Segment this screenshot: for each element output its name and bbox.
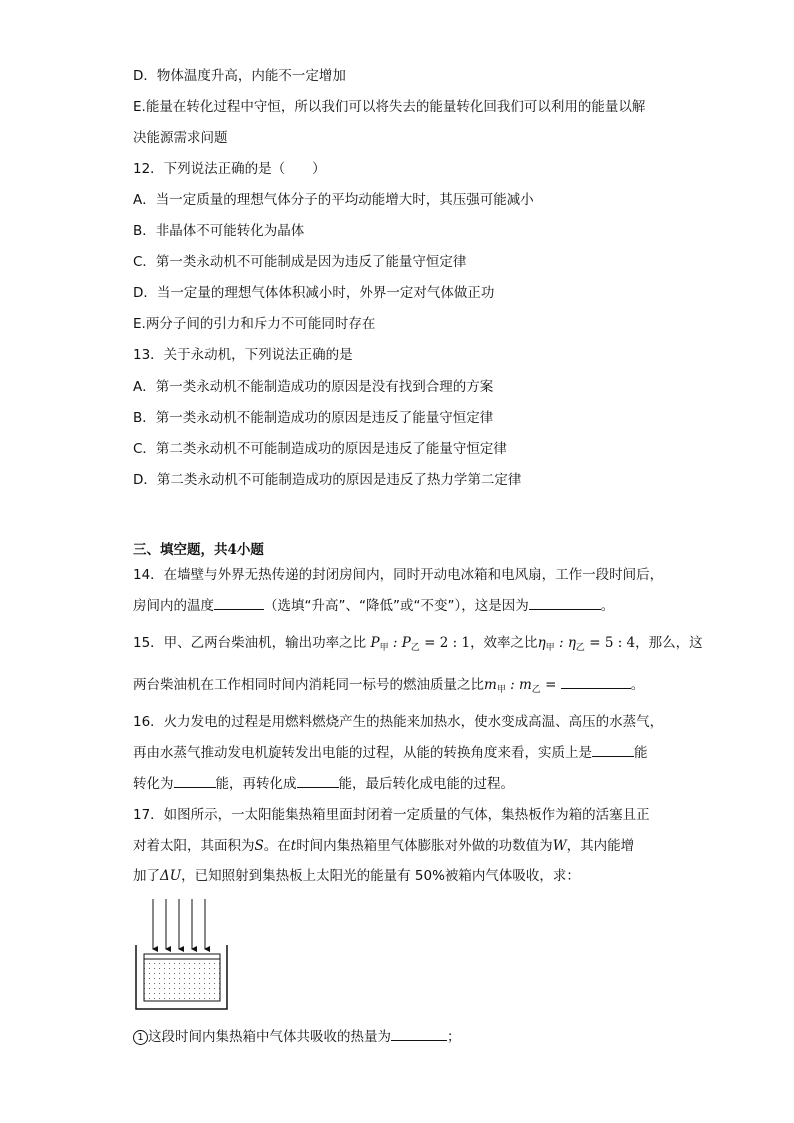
q16-text-c: 转化为 [133,776,174,792]
q13-option-a: A．第一类永动机不能制造成功的原因是没有找到合理的方案 [133,379,494,395]
q16-line3 [133,773,514,794]
q17-line3 [133,866,580,886]
q17-text-e: 加了 [133,868,160,884]
q13-option-c: C．第二类永动机不可能制造成功的原因是违反了能量守恒定律 [133,441,507,457]
collector-plate-piston [144,954,220,959]
q17-subquestion-1 [133,1026,461,1047]
q14-text-a: 房间内的温度 [133,598,214,614]
q12-option-c: C．第一类永动机不可能制成是因为违反了能量守恒定律 [133,254,467,270]
q17-text-c: 时间内集热箱里气体膨胀对外做的功数值为 [296,838,553,854]
q17-text-f: ，已知照射到集热板上太阳光的能量有 50%被箱内气体吸收，求： [181,868,580,884]
section-heading: 三、填空题，共4小题 [133,542,264,558]
q15-blank[interactable] [561,674,631,689]
q15-text-e: 。 [630,677,645,693]
q15-text-a: 15．甲、乙两台柴油机，输出功率之比 [133,635,367,651]
q17-text-a: 对着太阳，其面积为 [133,838,255,854]
q14-blank-1[interactable] [214,595,264,610]
circled-number-1: 1 [133,1030,148,1045]
q15-text-c: ，那么，这 [635,635,703,651]
q15-mass-ratio: $m_甲$ : $m_乙$ = [484,677,561,695]
q14-text-b: （选填“升高”、“降低”或“不变”），这是因为 [264,598,529,614]
q16-line2 [133,742,648,763]
q15-efficiency-ratio: $\eta_甲$ : $\eta_乙 = 5$ : 4 [537,635,636,653]
q13-option-d: D．第二类永动机不可能制造成功的原因是违反了热力学第二定律 [133,472,522,488]
q16-line1: 16．火力发电的过程是用燃料燃烧产生的热能来加热水，使水变成高温、高压的水蒸气， [133,714,664,730]
q12-option-d: D．当一定量的理想气体体积减小时，外界一定对气体做正功 [133,285,495,301]
q12-option-b: B．非晶体不可能转化为晶体 [133,223,305,239]
q17-time-symbol: t [290,838,297,854]
q16-text-a: 再由水蒸气推动发电机旋转发出电能的过程，从能的转换角度来看，实质上是 [133,745,592,761]
q14-text-c: 。 [600,598,615,614]
enclosed-gas [144,959,220,1001]
q12-option-a: A．当一定质量的理想气体分子的平均动能增大时，其压强可能减小 [133,192,534,208]
q17-line1: 17．如图所示，一太阳能集热箱里面封闭着一定质量的气体，集热板作为箱的活塞且正 [133,807,650,823]
q16-text-e: 能，最后转化成电能的过程。 [338,776,514,792]
q16-blank-3[interactable] [297,773,339,788]
q11-option-e-line1: E.能量在转化过程中守恒，所以我们可以将失去的能量转化回我们可以利用的能量以解 [133,99,646,115]
q12-option-e: E.两分子间的引力和斥力不可能同时存在 [133,316,376,332]
q17-text-d: ，其内能增 [566,838,635,854]
q17-internal-energy-symbol: ΔU [160,868,182,884]
q11-option-d: D．物体温度升高，内能不一定增加 [133,68,346,84]
q15-text-d: 两台柴油机在工作相同时间内消耗同一标号的燃油质量之比 [133,677,484,693]
q15-text-b: ，效率之比 [470,635,538,651]
q16-text-d: 能，再转化成 [215,776,297,792]
q17-text-b: 。在 [263,838,291,854]
q13-stem: 13．关于永动机，下列说法正确的是 [133,347,353,363]
q14-line1: 14．在墙壁与外界无热传递的封闭房间内，同时开动电冰箱和电风扇，工作一段时间后， [133,567,664,583]
q12-stem: 12．下列说法正确的是（ ） [133,161,326,177]
q16-text-b: 能 [634,745,648,761]
q17-line2 [133,836,634,856]
q13-option-b: B．第一类永动机不能制造成功的原因是违反了能量守恒定律 [133,410,494,426]
q14-line2 [133,595,614,616]
q17-sub1-end: ； [447,1029,461,1045]
q16-blank-2[interactable] [174,773,216,788]
q17-work-symbol: W [552,838,567,854]
q14-blank-2[interactable] [529,595,601,610]
q11-option-e-line2: 决能源需求问题 [133,130,228,146]
q15-line2 [133,674,644,700]
q15-power-ratio: $P_甲$ : $P_乙 = 2$ : 1 [370,635,471,653]
q17-blank-1[interactable] [391,1026,447,1041]
solar-collector-figure [133,897,233,1013]
sunlight-arrows [153,899,205,949]
q17-sub1-text: 这段时间内集热箱中气体共吸收的热量为 [148,1029,391,1045]
q15-line1 [133,633,703,658]
q17-area-symbol: S [254,838,264,854]
q16-blank-1[interactable] [592,742,634,757]
